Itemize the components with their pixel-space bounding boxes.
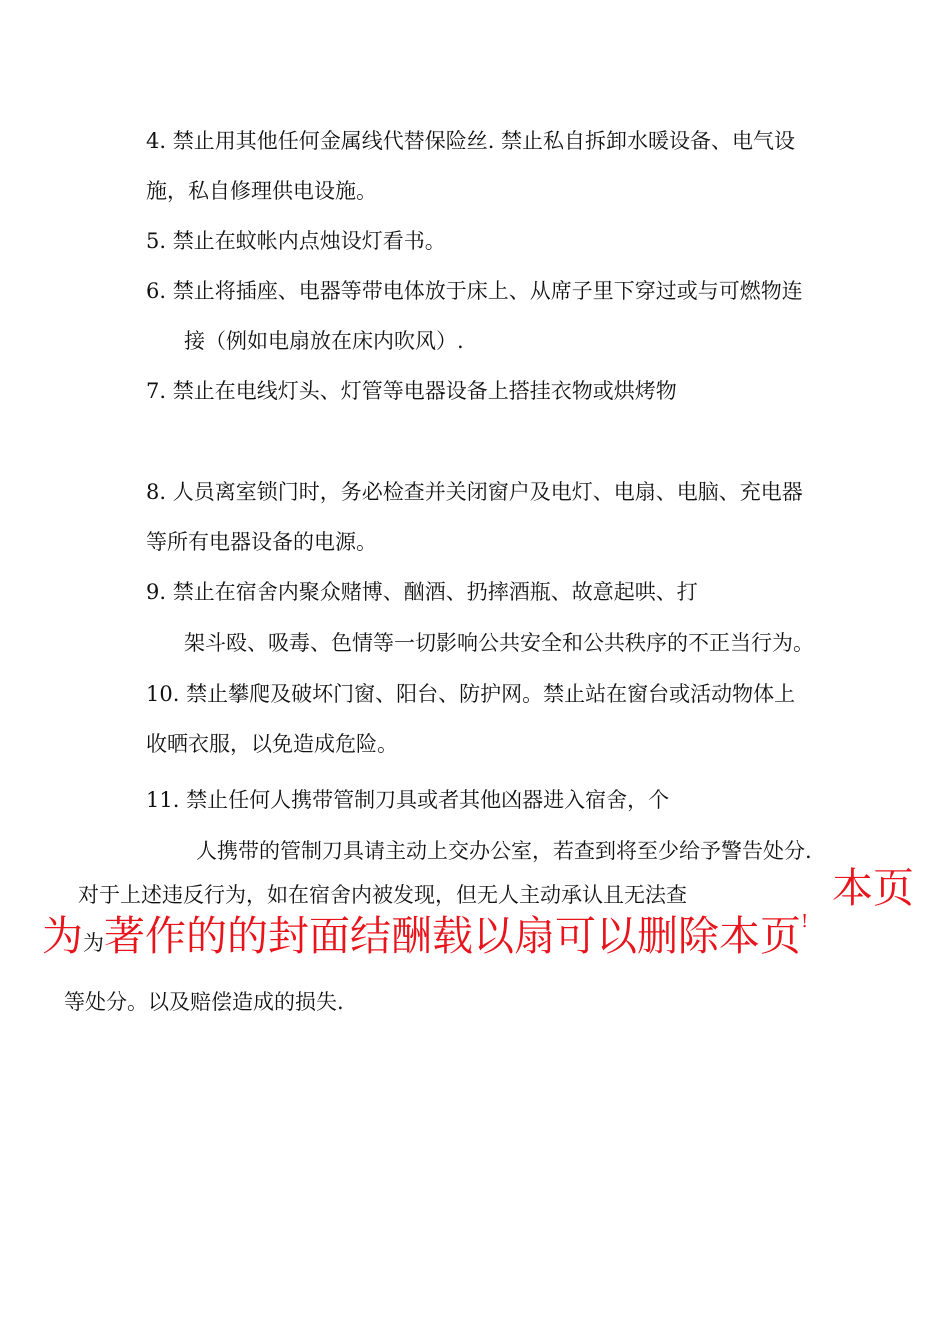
watermark-mark: ! (801, 911, 809, 932)
watermark-text-line-2 (42, 912, 808, 967)
rule-6-line-1: 6. 禁止将插座、电器等带电体放于床上、从席子里下穿过或与可燃物连 (146, 279, 803, 303)
rule-11-line-1: 11. 禁止任何人携带管制刀具或者其他凶器进入宿舍，个 (146, 788, 670, 812)
watermark-text-part-3: 著作的的封面结酬载以扇可以删除本页 (104, 912, 801, 960)
penalty-line-1: 对于上述违反行为，如在宿舍内被发现，但无人主动承认且无法查 (78, 883, 687, 907)
rule-4-line-2: 施，私自修理供电设施。 (146, 179, 377, 203)
watermark-text-part-2: 为 (42, 912, 83, 960)
rule-5-line-1: 5. 禁止在蚊帐内点烛设灯看书。 (146, 229, 446, 253)
rule-10-line-1: 10. 禁止攀爬及破坏门窗、阳台、防护网。禁止站在窗台或活动物体上 (146, 682, 796, 706)
rule-8-line-2: 等所有电器设备的电源。 (146, 530, 377, 554)
small-wei-char: 为 (83, 931, 104, 955)
rule-9-line-1: 9. 禁止在宿舍内聚众赌博、酗酒、扔摔酒瓶、故意起哄、打 (146, 580, 698, 604)
watermark-text-part-1: 本页 (832, 864, 914, 912)
rule-4-line-1 (146, 126, 922, 156)
rule-11-line-2: 人携带的管制刀具请主动上交办公室，若查到将至少给予警告处分. (196, 839, 812, 863)
rule-4-text-1: 4. 禁止用其他任何金属线代替保险丝. 禁止私自拆卸水暖设备、电气设 (146, 129, 796, 153)
rule-10-line-2: 收晒衣服，以免造成危险。 (146, 732, 398, 756)
rule-8-line-1: 8. 人员离室锁门时，务必检查并关闭窗户及电灯、电扇、电脑、充电器 (146, 480, 803, 504)
rule-9-line-2: 架斗殴、吸毒、色情等一切影响公共安全和公共秩序的不正当行为。 (184, 631, 814, 655)
rule-7-line-1: 7. 禁止在电线灯头、灯管等电器设备上搭挂衣物或烘烤物 (146, 379, 677, 403)
rule-6-line-2: 接（例如电扇放在床内吹风）. (184, 329, 464, 353)
penalty-line-3: 等处分。以及赔偿造成的损失. (64, 990, 344, 1014)
